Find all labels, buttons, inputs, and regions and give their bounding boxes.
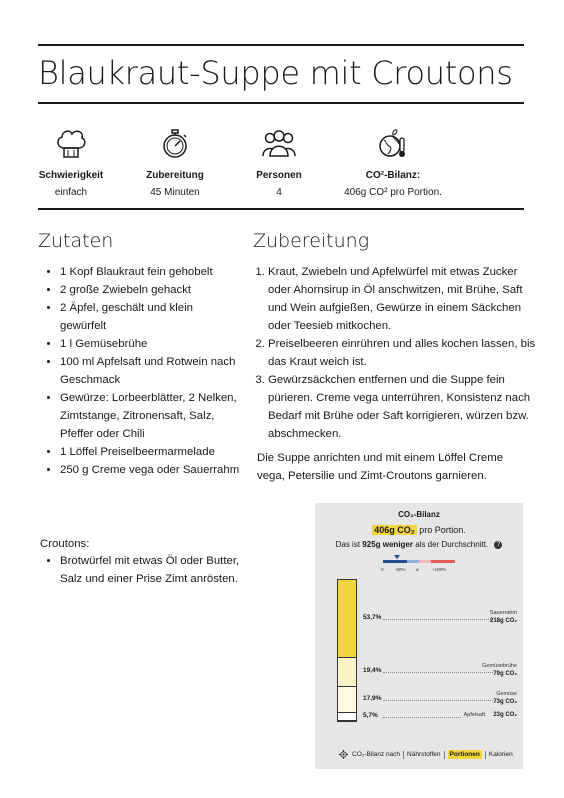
co2-value-suffix: pro Portion. [419,525,466,535]
list-item: • 1 Löffel Preiselbeermarmelade [60,443,240,461]
info-value: 406g CO² pro Portion. [344,187,442,198]
preparation-title: Zubereitung [253,230,370,252]
compare-suffix: als der Durchschnitt. [415,540,489,549]
bar-segment [338,713,356,721]
scale-marker-icon [394,555,400,559]
bar-segment [338,687,356,713]
leader-line [383,700,493,701]
leader-line [383,717,461,718]
co2-value: 406g CO₂ [374,525,415,535]
globe-thermometer-icon [375,126,411,162]
bar-segment [338,658,356,686]
amount-label: 23g CO₂ [493,711,517,718]
help-icon[interactable]: ? [494,541,502,549]
percent-label: 19,4% [363,667,382,675]
info-time [140,126,210,198]
gear-icon [339,750,348,759]
title-rule [38,102,524,104]
co2-stacked-bar [337,579,357,722]
list-item: 1. Kraut, Zwiebeln und Apfelwürfel mit etwas Zucker oder Ahornsirup in Öl anschwitzen, mit Brühe, Saft und Wein aufgießen, Gewürze in einem Säckchen oder Teesieb mitkochen. [268,263,540,335]
scale-label: +100% [432,567,447,572]
list-item: 2. Preiselbeeren einrühren und alles kochen lassen, bis das Kraut weich ist. [268,335,540,371]
list-item: • 250 g Creme vega oder Sauerrahm [60,461,240,479]
ingredients-list [40,263,240,479]
list-item: 3. Gewürzsäckchen entfernen und die Suppe fein pürieren. Creme vega unterrühren, Konsistenz nach Bedarf mit Brühe oder Saft korrigieren, würzen bzw. abschmecken. [268,371,540,443]
info-value: einfach [54,187,88,198]
info-label: Personen [256,170,302,181]
scale-label: 0 [381,567,384,572]
percent-label: 5,7% [363,711,378,719]
info-difficulty [38,126,104,198]
info-label: Zubereitung [146,170,204,181]
chef-hat-icon [53,126,89,162]
compare-prefix: Das ist [335,540,361,549]
info-value: 45 Minuten [150,187,200,198]
leader-line [383,672,493,673]
list-item: • 1 l Gemüsebrühe [60,335,240,353]
list-item: • 1 Kopf Blaukraut fein gehobelt [60,263,240,281]
scale-label: -50% [395,567,406,572]
preparation-steps [252,263,540,443]
list-item: • 2 Äpfel, geschält und klein gewürfelt [60,299,240,335]
list-item: • 100 ml Apfelsaft und Rotwein nach Geschmack [60,353,240,389]
amount-label: 73g CO₂ [493,698,517,705]
bar-segment [338,580,356,658]
footer-option-kalorien[interactable]: Kalorien [488,751,513,758]
leader-line [383,619,493,620]
info-label: CO²-Bilanz: [365,170,421,181]
amount-label: 218g CO₂ [489,618,517,625]
croutons-list [40,552,240,588]
list-item: • Gewürze: Lorbeerblätter, 2 Nelken, Zimtstange, Zitronensaft, Salz, Pfeffer oder Chili [60,389,240,443]
comparison-scale [383,560,455,563]
ingredients-title: Zutaten [38,230,114,252]
co2-widget-title: CO₂-Bilanz [398,510,440,519]
scale-label: ø [416,567,419,572]
category-label: Gemüsebrühe [482,663,517,670]
info-value: 4 [276,187,282,198]
compare-amount: 925g weniger [362,540,413,549]
amount-label: 79g CO₂ [493,671,517,678]
category-label: Apfelsaft [463,711,485,718]
page-title: Blaukraut-Suppe mit Croutons [38,54,513,92]
list-item: • 2 große Zwiebeln gehackt [60,281,240,299]
serving-text: Die Suppe anrichten und mit einem Löffel Creme vega, Petersilie und Zimt-Croutons garnieren. [257,452,504,482]
category-label: Gemüse [496,690,517,697]
info-row [0,126,564,206]
info-label: Schwierigkeit [38,170,104,181]
stopwatch-icon [157,126,193,162]
co2-widget-value [315,525,523,535]
info-co2 [338,126,448,198]
percent-label: 17,9% [363,694,382,702]
co2-compare [315,540,523,549]
footer-prefix: CO₂-Bilanz nach [352,751,401,758]
category-label: Sauerrahm [489,610,517,617]
co2-widget [315,503,523,769]
people-icon [259,126,299,162]
info-people [244,126,314,198]
percent-label: 53,7% [363,614,382,622]
croutons-label: Croutons: [40,538,90,550]
top-rule [38,44,524,46]
info-rule [38,208,524,210]
list-item: • Brotwürfel mit etwas Öl oder Butter, Salz und einer Prise Zimt anrösten. [60,552,240,588]
footer-option-naehrstoffe[interactable]: Nährstoffen [407,751,441,758]
co2-footer [339,750,513,759]
footer-option-portionen[interactable]: Portionen [449,751,480,758]
